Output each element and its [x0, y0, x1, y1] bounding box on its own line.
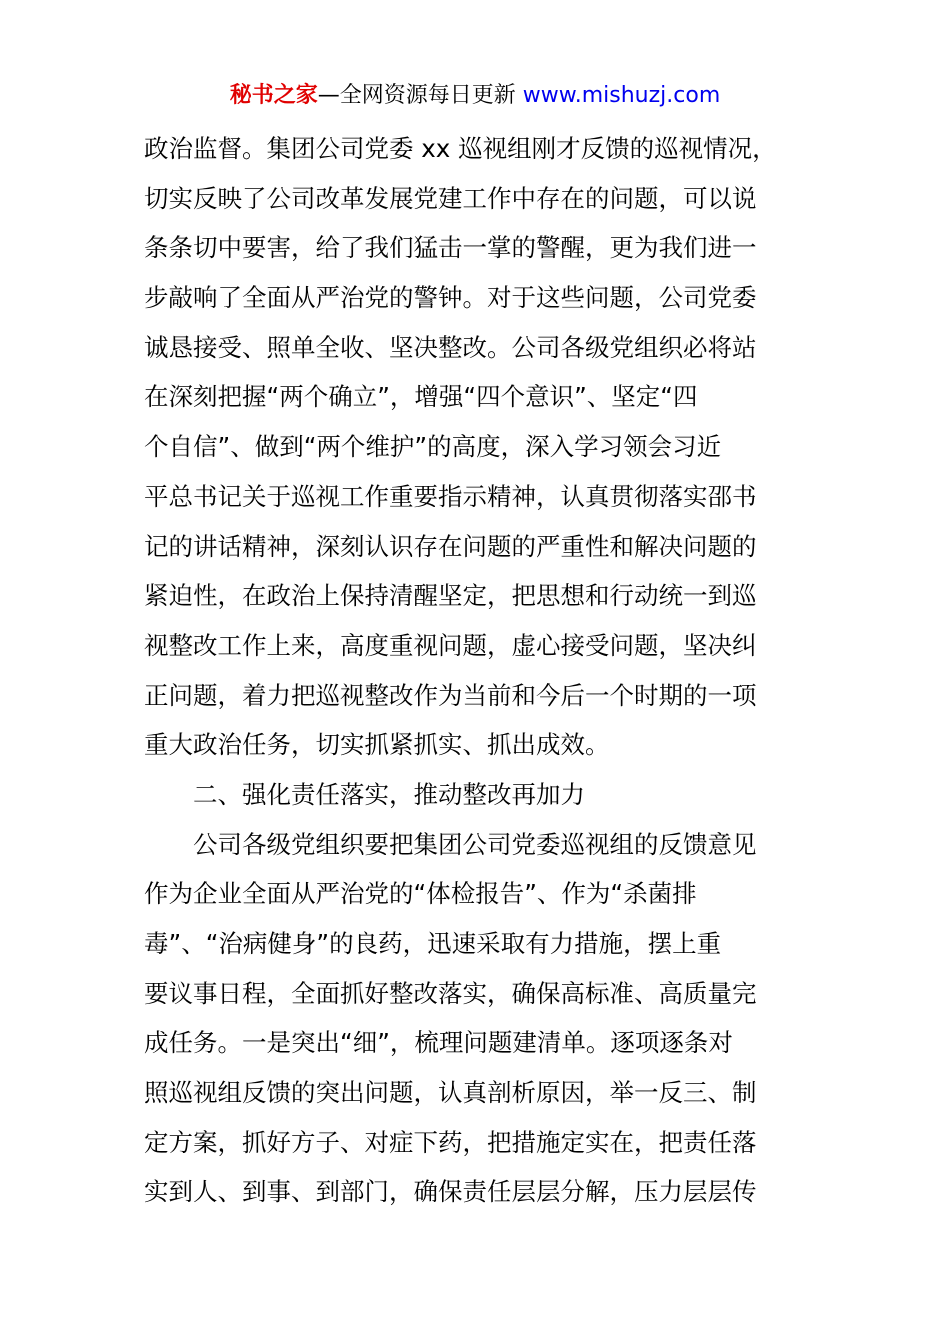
- text-line: 公司各级党组织要把集团公司党委巡视组的反馈意见: [193, 829, 757, 859]
- text-line: 诚恳接受、照单全收、坚决整改。公司各级党组织必将站: [144, 332, 757, 362]
- text-line: 条条切中要害，给了我们猛击一掌的警醒，更为我们进一: [144, 233, 757, 263]
- text-line: 作为企业全面从严治党的“体检报告”、作为“杀菌排: [144, 879, 697, 909]
- site-tagline: —全网资源每日更新: [317, 83, 523, 108]
- document-body: [144, 124, 824, 1217]
- text-line: 毒”、“治病健身”的良药，迅速采取有力措施，摆上重: [144, 929, 722, 958]
- section-heading: 二、强化责任落实，推动整改再加力: [193, 779, 585, 809]
- text-line: 紧迫性，在政治上保持清醒坚定，把思想和行动统一到巡: [144, 581, 757, 611]
- text-line: 正问题，着力把巡视整改作为当前和今后一个时期的一项: [144, 680, 757, 710]
- text-line: 照巡视组反馈的突出问题，认真剖析原因，举一反三、制: [144, 1078, 757, 1108]
- text-line: 切实反映了公司改革发展党建工作中存在的问题，可以说: [144, 183, 757, 213]
- site-header: [0, 76, 950, 116]
- text-line: 定方案，抓好方子、对症下药，把措施定实在，把责任落: [144, 1127, 757, 1157]
- text-line: 实到人、到事、到部门，确保责任层层分解，压力层层传: [144, 1177, 757, 1207]
- site-brand: 秘书之家: [229, 83, 318, 108]
- text-line: 成任务。一是突出“细”，梳理问题建清单。逐项逐条对: [144, 1028, 733, 1058]
- text-line: 个自信”、做到“两个维护”的高度，深入学习领会习近: [144, 432, 722, 462]
- text-line: 政治监督。集团公司党委 xx 巡视组刚才反馈的巡视情况，: [144, 134, 777, 163]
- text-line: 在深刻把握“两个确立”，增强“四个意识”、坚定“四: [144, 382, 698, 412]
- text-line: 重大政治任务，切实抓紧抓实、抓出成效。: [144, 730, 610, 760]
- text-line: 平总书记关于巡视工作重要指示精神，认真贯彻落实邵书: [144, 481, 757, 511]
- text-line: 要议事日程，全面抓好整改落实，确保高标准、高质量完: [144, 978, 757, 1008]
- site-url-link[interactable]: www.mishuzj.com: [522, 83, 721, 108]
- text-line: 记的讲话精神，深刻认识存在问题的严重性和解决问题的: [144, 531, 757, 561]
- text-line: 步敲响了全面从严治党的警钟。对于这些问题，公司党委: [144, 283, 757, 313]
- text-line: 视整改工作上来，高度重视问题，虚心接受问题，坚决纠: [144, 630, 757, 660]
